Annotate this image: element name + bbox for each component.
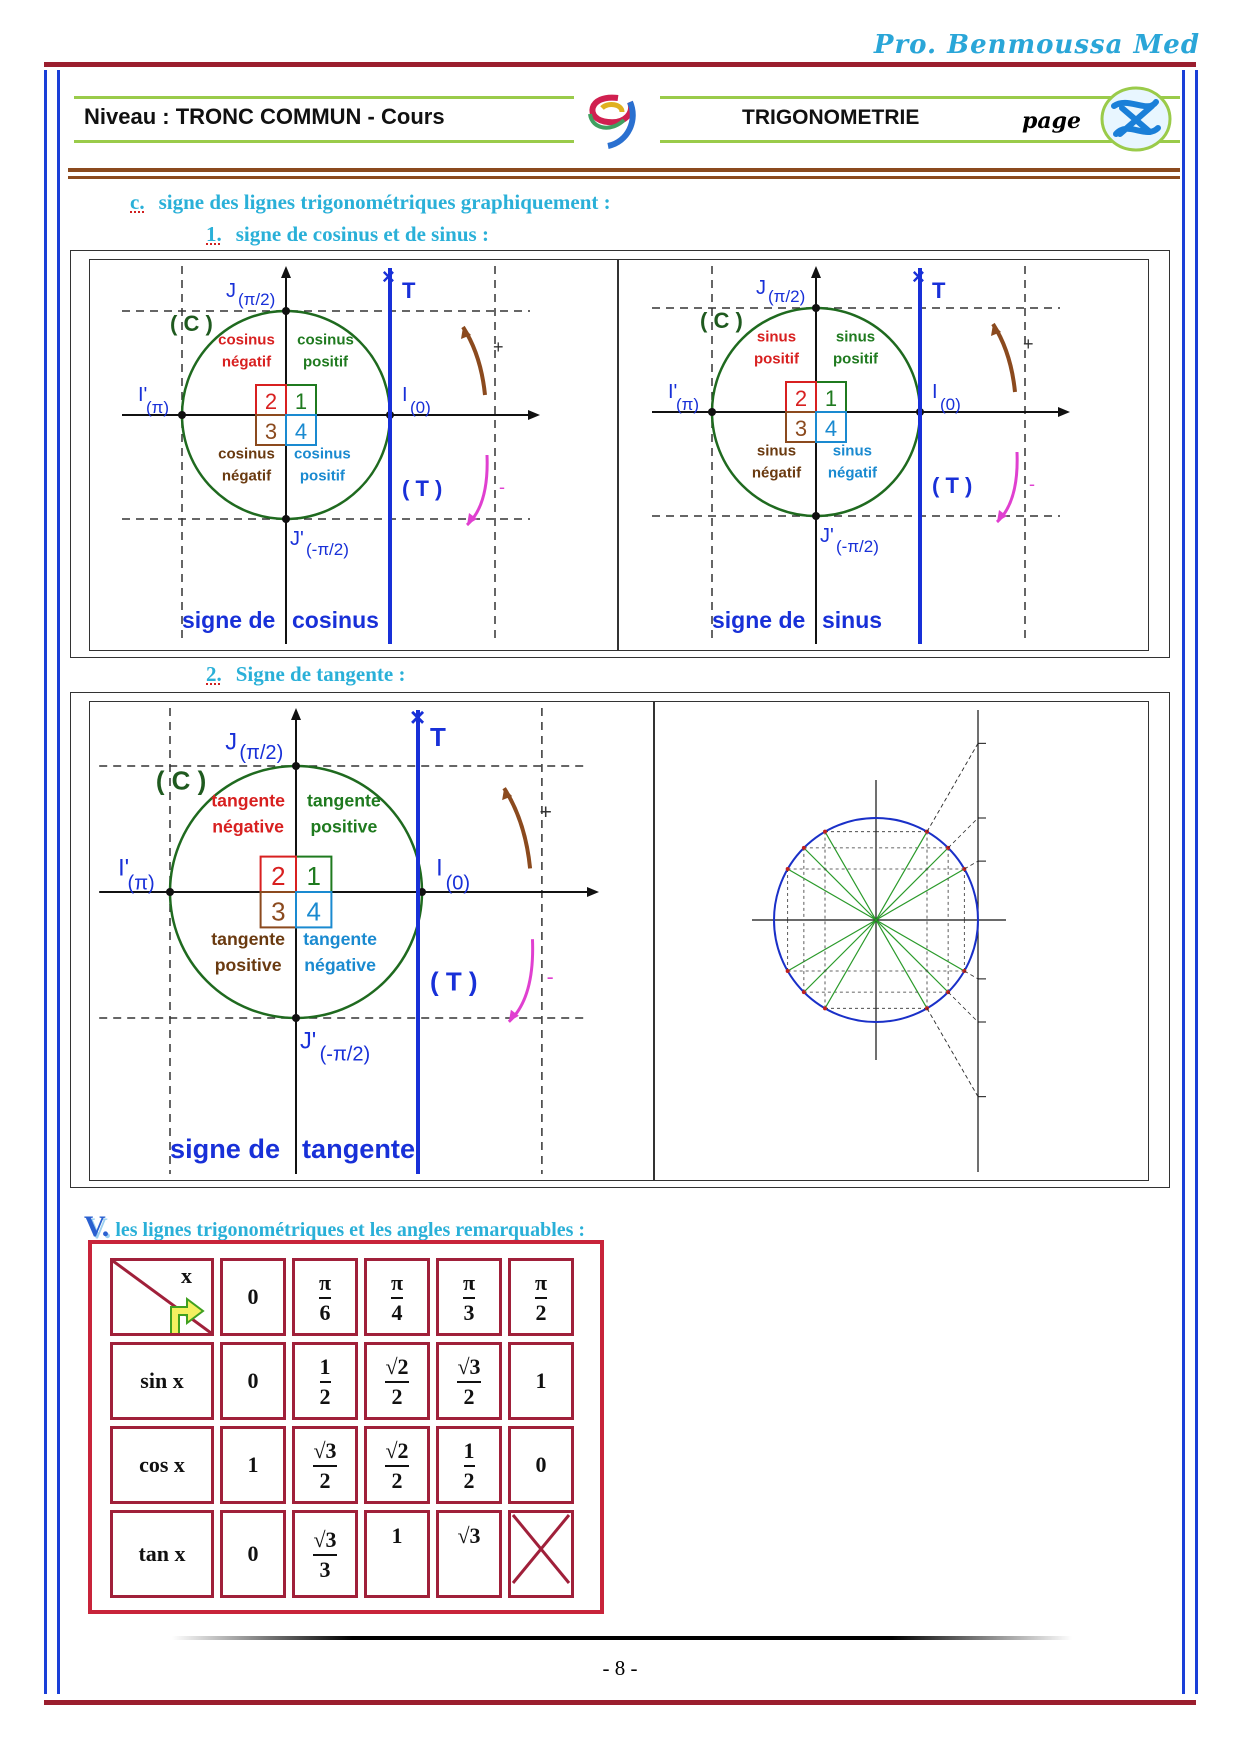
header-level: Niveau : TRONC COMMUN - Cours [84, 104, 445, 129]
frac-den: 2 [319, 1467, 331, 1493]
sub1-heading [206, 222, 489, 247]
row-label-cos: cos x [110, 1426, 214, 1504]
unit-point-210 [786, 969, 790, 973]
frac-num: π [462, 1270, 476, 1296]
sin-diagram [618, 260, 1148, 650]
tangent-label-paren-T: ( T ) [402, 476, 443, 502]
quadrant-2-number: 2 [264, 389, 278, 414]
cos-sin-panel [70, 250, 1170, 658]
undefined-cross-icon [511, 1513, 571, 1585]
point-I-prime [708, 408, 716, 416]
quadrant-1-number: 1 [306, 860, 321, 891]
frac-num: π [390, 1270, 404, 1296]
label-I-prime: I' [118, 855, 130, 882]
header-brown-rule [68, 168, 1180, 172]
sub2-heading [206, 662, 406, 687]
tan-pi2-undefined [508, 1510, 574, 1598]
negative-direction-arrow [509, 939, 533, 1022]
trig-table-frame [88, 1240, 604, 1614]
sub2-number: 2. [206, 662, 222, 686]
frac-den: 2 [463, 1383, 475, 1409]
caption-function-name: sinus [822, 607, 883, 633]
frac-den: 4 [391, 1299, 403, 1325]
label-minus: - [499, 477, 505, 497]
frac-num: π [318, 1270, 332, 1296]
y-axis-arrow [811, 266, 821, 278]
quadrant-text-br: cosinus [294, 445, 351, 463]
frac-num: √3 [457, 1354, 481, 1380]
header-brown-rule-b [68, 176, 1180, 179]
unit-point-120 [823, 830, 827, 834]
tangent-label-T: T [932, 278, 946, 303]
label-I: I [436, 855, 443, 882]
caption-signe-de: signe de [170, 1133, 281, 1164]
positive-direction-arrow [463, 327, 485, 395]
unit-point-240 [823, 1006, 827, 1010]
unit-tan-proj--45 [948, 992, 978, 1022]
quadrant-1-number: 1 [294, 389, 308, 414]
frac-num: √2 [385, 1354, 409, 1380]
label-I-prime-sub: (π) [146, 398, 170, 417]
label-I: I [932, 381, 938, 403]
label-J-prime: J' [820, 525, 834, 547]
label-plus: + [539, 799, 552, 824]
header-rule-left-b [74, 140, 574, 143]
cos-pi3 [436, 1426, 502, 1504]
quadrant-2-number: 2 [271, 860, 286, 891]
page-number: - 8 - [602, 1656, 638, 1680]
sin-pi4 [364, 1342, 430, 1420]
quadrant-2-number: 2 [794, 386, 808, 411]
sin-pi2: 1 [508, 1342, 574, 1420]
label-J: J [226, 280, 236, 302]
header-rule-left [74, 96, 574, 99]
quadrant-3-number: 3 [264, 419, 278, 444]
caption-function-name: tangente [302, 1133, 416, 1164]
header-page-word: page [1022, 108, 1082, 134]
row-label-tan: tan x [110, 1510, 214, 1598]
quadrant-text-tl-line2: positif [753, 350, 799, 368]
label-J-sub: (π/2) [768, 287, 806, 306]
label-I-prime-sub: (π) [127, 872, 155, 895]
quadrant-text-tr-line2: positif [833, 350, 879, 368]
unit-tan-proj-45 [948, 818, 978, 848]
table-row [110, 1510, 574, 1598]
tangent-top-mark: × [410, 702, 426, 732]
top-rule [44, 62, 1196, 67]
angle-pi3 [436, 1258, 502, 1336]
trig-values-table [104, 1252, 580, 1604]
section-v-title: les lignes trigonométriques et les angles remarquables : [115, 1219, 586, 1241]
unit-circle-frame [653, 701, 1149, 1181]
tangent-top-mark: × [382, 264, 395, 289]
frac-num: √3 [313, 1527, 337, 1553]
cos-pi2: 0 [508, 1426, 574, 1504]
tangent-label-paren-T: ( T ) [430, 966, 478, 997]
x-axis-arrow [528, 410, 540, 420]
cos-pi6 [292, 1426, 358, 1504]
cos-diagram [90, 260, 618, 650]
point-J [292, 762, 300, 770]
sin-pi6 [292, 1342, 358, 1420]
quadrant-text-tl: sinus [756, 328, 797, 346]
angle-0: 0 [220, 1258, 286, 1336]
page-badge-icon [1098, 84, 1174, 154]
unit-circle-diagram [654, 702, 1148, 1180]
bottom-rule [44, 1700, 1196, 1705]
section-c-heading [130, 190, 611, 215]
table-row [110, 1342, 574, 1420]
quadrant-text-tr: tangente [307, 790, 381, 811]
quadrant-text-bl: tangente [211, 928, 285, 949]
frac-den: 2 [463, 1467, 475, 1493]
frac-num: √2 [385, 1438, 409, 1464]
frac-den: 2 [391, 1467, 403, 1493]
quadrant-4-number: 4 [294, 419, 308, 444]
frac-den: 3 [463, 1299, 475, 1325]
quadrant-text-tl: cosinus [218, 331, 275, 349]
quadrant-text-br: sinus [832, 442, 872, 460]
caption-signe-de: signe de [182, 607, 276, 633]
quadrant-text-tr: sinus [835, 328, 876, 346]
label-J: J [225, 729, 237, 756]
angle-pi6 [292, 1258, 358, 1336]
section-v-heading [84, 1210, 585, 1244]
table-corner-cell [110, 1258, 214, 1336]
quadrant-text-bl: sinus [756, 442, 797, 460]
point-I-prime [166, 888, 174, 896]
quadrant-text-bl: cosinus [218, 445, 275, 463]
unit-point-150 [786, 867, 790, 871]
tan-pi3: √3 [436, 1510, 502, 1598]
label-I-prime: I' [138, 384, 148, 406]
point-I-prime [178, 411, 186, 419]
tangent-panel [70, 692, 1170, 1188]
author-signature: Pro. Benmoussa Med [873, 30, 1200, 60]
logo-nine-icon [578, 90, 650, 150]
right-border [1182, 70, 1198, 1694]
unit-tan-proj-30 [964, 861, 978, 869]
quadrant-text-tr: cosinus [297, 331, 354, 349]
header-subject: TRIGONOMETRIE [742, 106, 920, 129]
frac-den: 6 [319, 1299, 331, 1325]
label-minus: - [546, 965, 554, 990]
point-J-prime [812, 512, 820, 520]
frac-num: √3 [313, 1438, 337, 1464]
page-badge [1098, 84, 1174, 154]
label-J-sub: (π/2) [239, 741, 284, 764]
x-axis-arrow [587, 887, 599, 897]
tan-0: 0 [220, 1510, 286, 1598]
label-circle-C: ( C ) [155, 765, 207, 796]
frac-den: 2 [535, 1299, 547, 1325]
quadrant-1-number: 1 [824, 386, 838, 411]
label-circle-C: ( C ) [700, 308, 743, 333]
label-J-prime: J' [290, 528, 304, 550]
frac-den: 3 [319, 1556, 331, 1582]
quadrant-text-br-line2: négatif [827, 464, 877, 482]
point-J [282, 307, 290, 315]
tan-diagram-frame [89, 701, 655, 1181]
unit-point-135 [802, 846, 806, 850]
cos-pi4 [364, 1426, 430, 1504]
tangent-label-paren-T: ( T ) [932, 473, 973, 499]
quadrant-3-number: 3 [271, 896, 286, 927]
label-I-prime-sub: (π) [676, 395, 700, 414]
frac-num: 1 [463, 1438, 475, 1464]
quadrant-text-br-line2: négative [304, 954, 376, 975]
quadrant-text-br: tangente [303, 928, 377, 949]
label-I-sub: (0) [410, 398, 431, 417]
quadrant-4-number: 4 [306, 896, 321, 927]
quadrant-text-tr-line2: positive [310, 816, 378, 837]
y-axis-arrow [291, 708, 301, 720]
frac-num: 1 [319, 1354, 331, 1380]
table-row [110, 1426, 574, 1504]
frac-num: π [534, 1270, 548, 1296]
tan-pi4: 1 [364, 1510, 430, 1598]
sub1-number: 1. [206, 222, 222, 246]
tan-pi6 [292, 1510, 358, 1598]
point-J-prime [292, 1014, 300, 1022]
label-circle-C: ( C ) [170, 311, 213, 336]
positive-direction-arrow [504, 788, 530, 868]
point-J-prime [282, 515, 290, 523]
section-c-title: signe des lignes trigonométriques graphiquement : [158, 190, 611, 214]
label-I-sub: (0) [445, 872, 471, 895]
label-J-prime-sub: (-π/2) [319, 1043, 371, 1066]
cos-0: 1 [220, 1426, 286, 1504]
quadrant-text-tl: tangente [211, 790, 285, 811]
sin-0: 0 [220, 1342, 286, 1420]
quadrant-4-number: 4 [824, 416, 838, 441]
label-I-sub: (0) [940, 395, 961, 414]
label-plus: + [1023, 334, 1034, 354]
label-minus: - [1029, 474, 1035, 494]
sin-diagram-frame [617, 259, 1149, 651]
sin-pi3 [436, 1342, 502, 1420]
tan-diagram [90, 702, 654, 1180]
quadrant-text-bl-line2: positive [214, 954, 282, 975]
tangent-label-T: T [402, 278, 416, 303]
caption-signe-de: signe de [712, 607, 806, 633]
footer-rule [172, 1636, 1072, 1640]
cos-diagram-frame [89, 259, 619, 651]
unit-point-225 [802, 990, 806, 994]
section-c-number: c. [130, 190, 145, 214]
unit-tan-ext-bottom [927, 1008, 978, 1096]
row-label-sin: sin x [110, 1342, 214, 1420]
frac-den: 2 [319, 1383, 331, 1409]
quadrant-3-number: 3 [794, 416, 808, 441]
unit-tan-ext-top [927, 743, 978, 831]
quadrant-text-bl-line2: négatif [221, 467, 272, 485]
angle-pi4 [364, 1258, 430, 1336]
y-axis-arrow [281, 266, 291, 278]
quadrant-text-tr-line2: positif [303, 353, 349, 371]
label-I-prime: I' [668, 381, 678, 403]
header-logo [578, 90, 650, 150]
quadrant-text-br-line2: positif [299, 467, 345, 485]
quadrant-text-tl-line2: négatif [221, 353, 272, 371]
sub1-title: signe de cosinus et de sinus : [235, 222, 489, 246]
label-I: I [402, 384, 408, 406]
frac-den: 2 [391, 1383, 403, 1409]
table-row [110, 1258, 574, 1336]
corner-diagonal [113, 1261, 211, 1333]
sub2-title: Signe de tangente : [235, 662, 406, 686]
label-J-prime-sub: (-π/2) [306, 540, 349, 559]
label-plus: + [493, 337, 504, 357]
label-J-prime-sub: (-π/2) [836, 537, 879, 556]
unit-tan-proj--30 [964, 971, 978, 979]
label-J: J [756, 277, 766, 299]
caption-function-name: cosinus [292, 607, 379, 633]
tangent-top-mark: × [912, 264, 925, 289]
quadrant-text-bl-line2: négatif [751, 464, 802, 482]
quadrant-text-tl-line2: négative [212, 816, 285, 837]
tangent-label-T: T [430, 722, 446, 753]
corner-x-label: x [181, 1263, 192, 1288]
label-J-sub: (π/2) [238, 290, 276, 309]
positive-direction-arrow [993, 324, 1015, 392]
section-v-number: V. [84, 1210, 110, 1243]
left-border [44, 70, 60, 1694]
angle-pi2 [508, 1258, 574, 1336]
label-J-prime: J' [300, 1028, 317, 1055]
point-J [812, 304, 820, 312]
x-axis-arrow [1058, 407, 1070, 417]
